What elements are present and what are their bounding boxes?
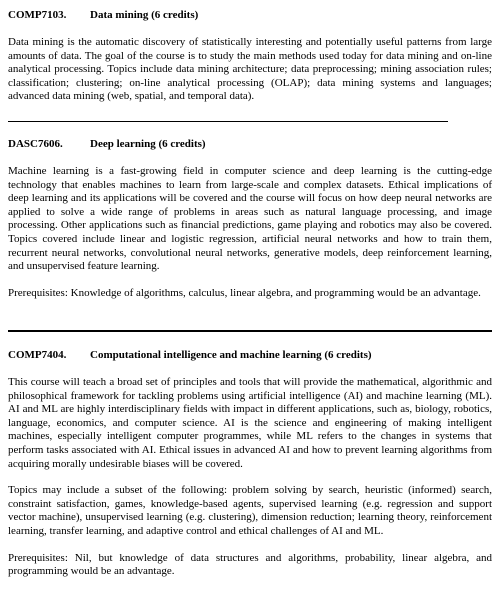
course-heading [8, 349, 492, 363]
course-heading [8, 138, 492, 152]
divider [8, 121, 448, 122]
course-code: COMP7103. [8, 9, 67, 21]
course-prerequisites: Prerequisites: Knowledge of algorithms, calculus, linear algebra, and programming would be an advantage. [8, 286, 481, 299]
course-comp7404 [8, 349, 492, 579]
course-title: Data mining (6 credits) [90, 9, 199, 21]
course-topics: Topics may include a subset of the following: problem solving by search, heuristic (informed) search, constraint satisfaction, games, knowledge-based agents, supervised learning (e.g. regression and support vector machine), unsupervised learning (e.g. clustering), dimension reduction; learning theory, reinforcement learning, transfer learning, and adaptive control and ethical challenges of AI and ML. [8, 484, 492, 537]
divider [8, 330, 492, 332]
course-code: DASC7606. [8, 138, 63, 150]
course-heading [8, 9, 492, 23]
course-prerequisites: Prerequisites: Nil, but knowledge of data structures and algorithms, probability, linear algebra, and programming would be an advantage. [8, 551, 492, 578]
course-dasc7606 [8, 138, 492, 300]
course-description: This course will teach a broad set of principles and tools that will provide the mathematical, algorithmic and philosophical framework for tackling problems using artificial intelligence (AI) and machine learning (ML). AI and ML are highly interdisciplinary fields with impact in different applications, such as, biology, robotics, language, economics, and computer science. AI is the science and engineering of making intelligent machines, especially intelligent computer programmes, while ML refers to the changes in systems that perform tasks associated with AI. Ethical issues in advanced AI and how to prevent learning algorithms from acquiring morally undesirable biases will be covered. [8, 376, 492, 470]
course-description: Data mining is the automatic discovery of statistically interesting and potentially useful patterns from large amounts of data. The goal of the course is to study the main methods used today for data mining and on-line analytical processing. Topics include data mining architecture; data preprocessing; mining association rules; classification; clustering; on-line analytical processing (OLAP); data mining systems and languages; advanced data mining (web, spatial, and temporal data). [8, 36, 492, 103]
course-description: Machine learning is a fast-growing field in computer science and deep learning is the cutting-edge technology that enables machines to learn from large-scale and complex datasets. Ethical implications of deep learning and its applications will be covered and the course will focus on how deep neural networks are applied to solve a wide range of problems in areas such as natural language processing, and image processing. Other applications such as financial predictions, game playing and robotics may also be covered. Topics covered include linear and logistic regression, artificial neural networks and how to train them, recurrent neural networks, convolutional neural networks, generative models, deep reinforcement learning, and unsupervised feature learning. [8, 165, 492, 273]
course-title: Computational intelligence and machine learning (6 credits) [90, 349, 372, 361]
course-code: COMP7404. [8, 349, 67, 361]
course-title: Deep learning (6 credits) [90, 138, 206, 150]
course-comp7103 [8, 9, 492, 104]
